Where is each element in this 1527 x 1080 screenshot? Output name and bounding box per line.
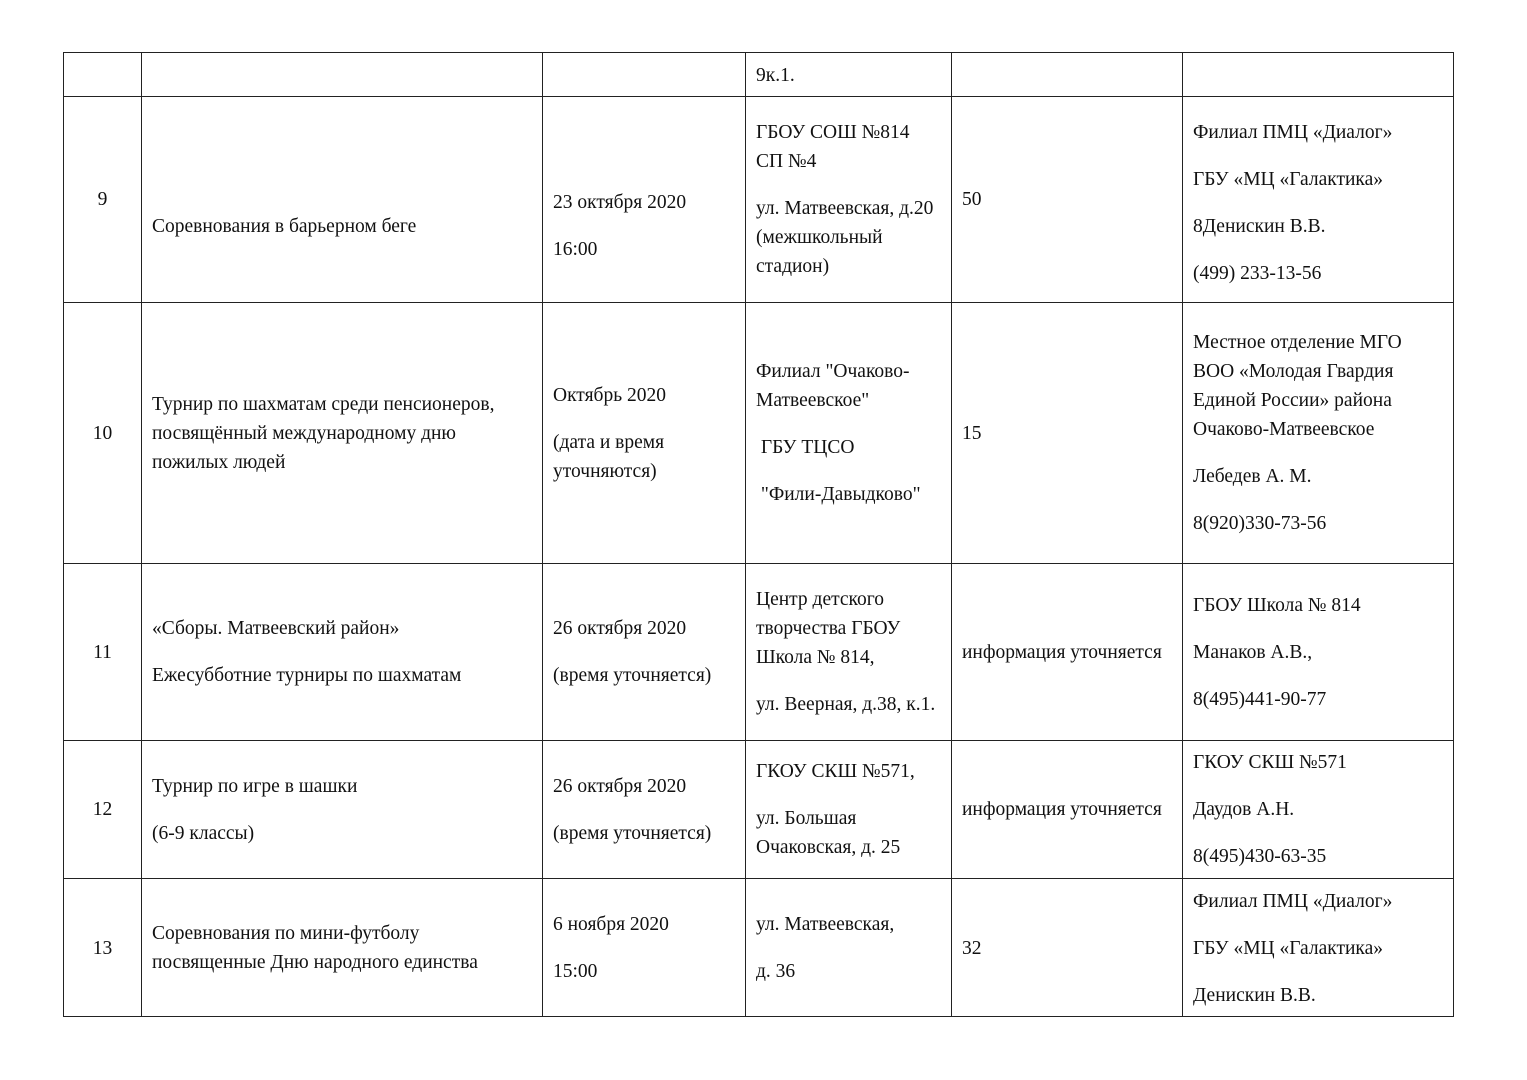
place-cell [746, 741, 952, 879]
place-line: Филиал "Очаково-Матвеевское" [756, 361, 910, 411]
event-line: Соревнования по мини-футболу посвященные Дню народного единства [152, 923, 478, 973]
organizer-line: 8Денискин В.В. [1193, 216, 1326, 237]
place-line: ул. Матвеевская, [756, 914, 895, 935]
place-line: ул. Веерная, д.38, к.1. [756, 694, 936, 715]
events-table [63, 52, 1454, 1017]
place-line: д. 36 [756, 961, 796, 982]
organizer-cell [1183, 53, 1454, 97]
table-row [64, 879, 1454, 1017]
date-cell [543, 879, 746, 1017]
place-line: Центр детского творчества ГБОУ Школа № 814, [756, 589, 901, 668]
table-row [64, 564, 1454, 741]
organizer-line: 8(920)330-73-56 [1193, 513, 1327, 534]
organizer-line: Местное отделение МГО ВОО «Молодая Гвардия Единой России» района Очаково-Матвеевское [1193, 332, 1402, 440]
row-number: 13 [64, 879, 142, 1017]
table-row [64, 53, 1454, 97]
event-line: Турнир по игре в шашки [152, 775, 358, 797]
date-line: Октябрь 2020 [553, 384, 666, 406]
place-cell [746, 97, 952, 303]
organizer-line: Филиал ПМЦ «Диалог» [1193, 890, 1393, 912]
date-cell [543, 741, 746, 879]
organizer-line: 8(495)430-63-35 [1193, 846, 1327, 867]
event-cell [142, 53, 543, 97]
event-cell [142, 879, 543, 1017]
table-row [64, 97, 1454, 303]
organizer-line: ГБУ «МЦ «Галактика» [1193, 169, 1384, 190]
place-line: ГКОУ СКШ №571, [756, 761, 915, 782]
time-line: (время уточняется) [553, 665, 712, 686]
organizer-cell [1183, 741, 1454, 879]
time-line: 15:00 [553, 961, 598, 982]
place-line: ГБОУ СОШ №814 СП №4 [756, 122, 910, 172]
event-line: (6-9 классы) [152, 822, 255, 844]
organizer-line: Денискин В.В. [1193, 984, 1316, 1006]
place-line: ул. Матвеевская, д.20 (межшкольный стадион) [756, 198, 934, 277]
row-number [64, 53, 142, 97]
place-line: ул. Большая Очаковская, д. 25 [756, 808, 901, 858]
date-cell [543, 97, 746, 303]
organizer-cell [1183, 564, 1454, 741]
time-line: (дата и время уточняются) [553, 431, 665, 482]
event-line: «Сборы. Матвеевский район» [152, 618, 400, 639]
organizer-line: Лебедев А. М. [1193, 466, 1312, 487]
organizer-line: Даудов А.Н. [1193, 799, 1295, 820]
event-cell [142, 741, 543, 879]
count-cell [952, 53, 1183, 97]
place-line: ГБУ ТЦСО [756, 437, 855, 458]
place-line: 9к.1. [756, 65, 795, 86]
date-line: 26 октября 2020 [553, 775, 687, 797]
event-cell [142, 303, 543, 564]
event-line: Ежесубботние турниры по шахматам [152, 665, 462, 686]
organizer-line: (499) 233-13-56 [1193, 263, 1322, 284]
event-line: Турнир по шахматам среди пенсионеров, посвящённый международному дню пожилых людей [152, 393, 495, 473]
count-cell: 32 [952, 879, 1183, 1017]
date-cell [543, 303, 746, 564]
place-line: "Фили-Давыдково" [756, 484, 921, 505]
table-row [64, 303, 1454, 564]
organizer-line: Манаков А.В., [1193, 641, 1313, 663]
row-number: 9 [64, 97, 142, 303]
date-line: 23 октября 2020 [553, 192, 687, 213]
event-cell [142, 564, 543, 741]
place-cell [746, 303, 952, 564]
table-row [64, 741, 1454, 879]
place-cell [746, 564, 952, 741]
organizer-cell [1183, 879, 1454, 1017]
event-cell [142, 97, 543, 303]
time-line: 16:00 [553, 239, 598, 260]
row-number: 10 [64, 303, 142, 564]
organizer-line: ГБУ «МЦ «Галактика» [1193, 937, 1384, 959]
organizer-line: 8(495)441-90-77 [1193, 688, 1327, 710]
date-cell [543, 564, 746, 741]
event-line: Соревнования в барьерном беге [152, 215, 417, 237]
row-number: 12 [64, 741, 142, 879]
count-cell: 50 [952, 97, 1183, 303]
organizer-line: ГБОУ Школа № 814 [1193, 594, 1361, 616]
time-line: (время уточняется) [553, 822, 712, 844]
place-cell [746, 879, 952, 1017]
organizer-line: ГКОУ СКШ №571 [1193, 752, 1347, 773]
place-cell [746, 53, 952, 97]
count-cell: информация уточняется [952, 741, 1183, 879]
organizer-cell [1183, 97, 1454, 303]
count-cell: информация уточняется [952, 564, 1183, 741]
date-line: 26 октября 2020 [553, 618, 687, 639]
count-cell: 15 [952, 303, 1183, 564]
date-cell [543, 53, 746, 97]
row-number: 11 [64, 564, 142, 741]
date-line: 6 ноября 2020 [553, 914, 669, 935]
organizer-line: Филиал ПМЦ «Диалог» [1193, 122, 1393, 143]
organizer-cell [1183, 303, 1454, 564]
